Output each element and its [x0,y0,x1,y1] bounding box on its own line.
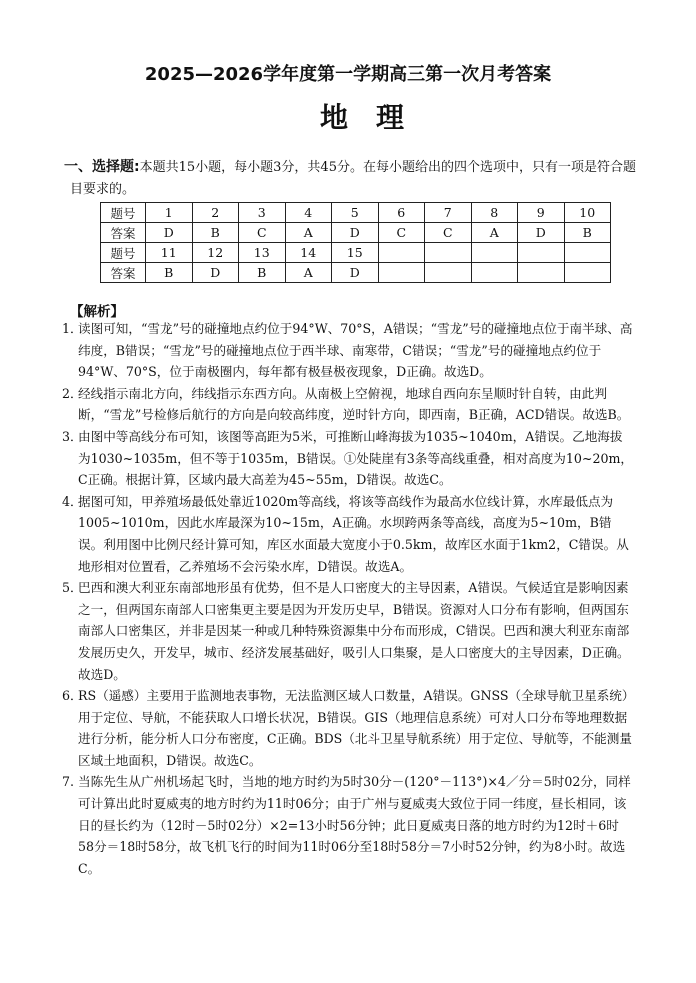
answer-cell [564,263,611,283]
analysis-item [62,318,634,383]
analysis-item [62,685,634,771]
answer-table-row [101,203,611,223]
analysis-item [62,577,634,685]
question-number-cell: 13 [239,243,286,263]
question-number-cell [564,243,611,263]
question-number-cell [518,243,565,263]
answer-cell [518,263,565,283]
page-title: 2025—2026学年度第一学期高三第一次月考答案 [144,64,552,85]
analysis-list [62,318,634,879]
question-number-cell: 9 [518,203,565,223]
answer-cell: B [239,263,286,283]
item-text: 据图可知，甲养殖场最低处靠近1020m等高线，将该等高线作为最高水位线计算，水库最低点为1005~1010m，因此水库最深为10~15m，A正确。水坝跨两条等高线，高度为5~10m，B错误。利用图中比例尺经计算可知，库区水面最大宽度小于0.5km，故库区水面于1km2，C错误。从地形相对位置看，乙养殖场不会污染水库，D错误。故选A。 [78,493,629,574]
answer-table-row [101,263,611,283]
answer-cell: D [332,263,379,283]
question-number-cell [425,243,472,263]
answer-table-row [101,223,611,243]
answer-cell: C [378,223,425,243]
question-number-cell: 3 [239,203,286,223]
subject-title: 地理 [319,101,432,134]
answer-cell: C [425,223,472,243]
answer-cell: A [471,223,518,243]
analysis-item [62,383,634,426]
answer-table-row [101,243,611,263]
question-number-cell: 6 [378,203,425,223]
question-number-cell: 1 [146,203,193,223]
answer-table [100,202,611,283]
item-number: 3． [62,428,83,444]
item-number: 5． [62,580,83,596]
section-instruction: 本题共15小题，每小题3分，共45分。在每小题给出的四个选项中，只有一项是符合题目要求的。 [70,160,636,197]
answer-cell: B [146,263,193,283]
question-number-cell: 2 [192,203,239,223]
question-number-cell: 7 [425,203,472,223]
item-text: RS（遥感）主要用于监测地表事物，无法监测区域人口数量，A错误。GNSS（全球导航卫星系统）用于定位、导航，不能获取人口增长状况，B错误。GIS（地理信息系统）可对人口分布等地理数据进行分析，能分析人口分布密度，C正确。BDS（北斗卫星导航系统）用于定位、导航等，不能测量区域土地面积，D错误。故选C。 [78,688,632,768]
question-number-cell: 11 [146,243,193,263]
analysis-heading: 【解析】 [70,304,124,320]
question-number-cell: 4 [285,203,332,223]
question-number-cell [471,243,518,263]
item-number: 6． [62,688,83,704]
answer-cell [471,263,518,283]
question-number-cell [378,243,425,263]
answer-cell: A [285,223,332,243]
analysis-item [62,771,634,879]
answer-cell: D [332,223,379,243]
item-text: 由图中等高线分布可知，该图等高距为5米，可推断山峰海拔为1035~1040m，A错误。乙地海拔为1030~1035m，但不等于1035m，B错误。①处陡崖有3条等高线重叠，相对高度为10~20m，C正确。根据计算，区域内最大高差为45~55m，D错误。故选C。 [78,428,634,488]
item-number: 2． [62,385,83,401]
item-text: 读图可知，“雪龙”号的碰撞地点约位于94°W、70°S，A错误；“雪龙”号的碰撞地点位于南半球、高纬度，B错误；“雪龙”号的碰撞地点位于西半球、南寒带，C错误；“雪龙”号的碰撞地点约位于94°W、70°S，位于南极圈内，每年都有极昼极夜现象，D正确。故选D。 [78,321,633,380]
answer-cell: B [564,223,611,243]
answer-cell: C [239,223,286,243]
answer-cell: D [192,263,239,283]
row-label: 答案 [101,223,146,243]
item-text: 当陈先生从广州机场起飞时，当地的地方时约为5时30分－(120°－113°)×4／分＝5时02分，同样可计算出此时夏威夷的地方时约为11时06分；由于广州与夏威夷大致位于同一纬度，昼长相同，该日的昼长约为（12时－5时02分）×2=13小时56分钟；此日夏威夷日落的地方时约为12时＋6时58分＝18时58分，故飞机飞行的时间为11时06分至18时58分＝7小时52分钟，约为8小时。故选C。 [78,774,631,876]
row-label: 答案 [101,263,146,283]
answer-cell: A [285,263,332,283]
question-number-cell: 10 [564,203,611,223]
answer-cell: B [192,223,239,243]
question-number-cell: 12 [192,243,239,263]
item-text: 巴西和澳大利亚东南部地形虽有优势，但不是人口密度大的主导因素，A错误。气候适宜是影响因素之一，但两国东南部人口密集更主要是因为开发历史早，B错误。资源对人口分布有影响，但两国东南部人口密集区，并非是因某一种或几种特殊资源集中分布而形成，C错误。巴西和澳大利亚东南部发展历史久，开发早，城市、经济发展基础好，吸引人口集聚，是人口密度大的主导因素，D正确。故选D。 [78,580,630,682]
row-label: 题号 [101,203,146,223]
analysis-item [62,491,634,577]
item-number: 4． [62,493,83,509]
item-number: 1． [62,321,83,336]
item-number: 7. [62,774,75,790]
answer-cell: D [518,223,565,243]
item-text: 经线指示南北方向，纬线指示东西方向。从南极上空俯视，地球自西向东呈顺时针自转，由此判断，“雪龙”号检修后航行的方向是向较高纬度，逆时针方向，即西南，B正确，ACD错误。故选B。 [78,385,630,423]
answer-cell: D [146,223,193,243]
answer-cell [425,263,472,283]
section-choice-questions [64,156,638,201]
section-heading: 一、选择题: [64,159,140,175]
question-number-cell: 5 [332,203,379,223]
question-number-cell: 8 [471,203,518,223]
question-number-cell: 15 [332,243,379,263]
answer-cell [378,263,425,283]
row-label: 题号 [101,243,146,263]
question-number-cell: 14 [285,243,332,263]
analysis-item [62,426,634,491]
